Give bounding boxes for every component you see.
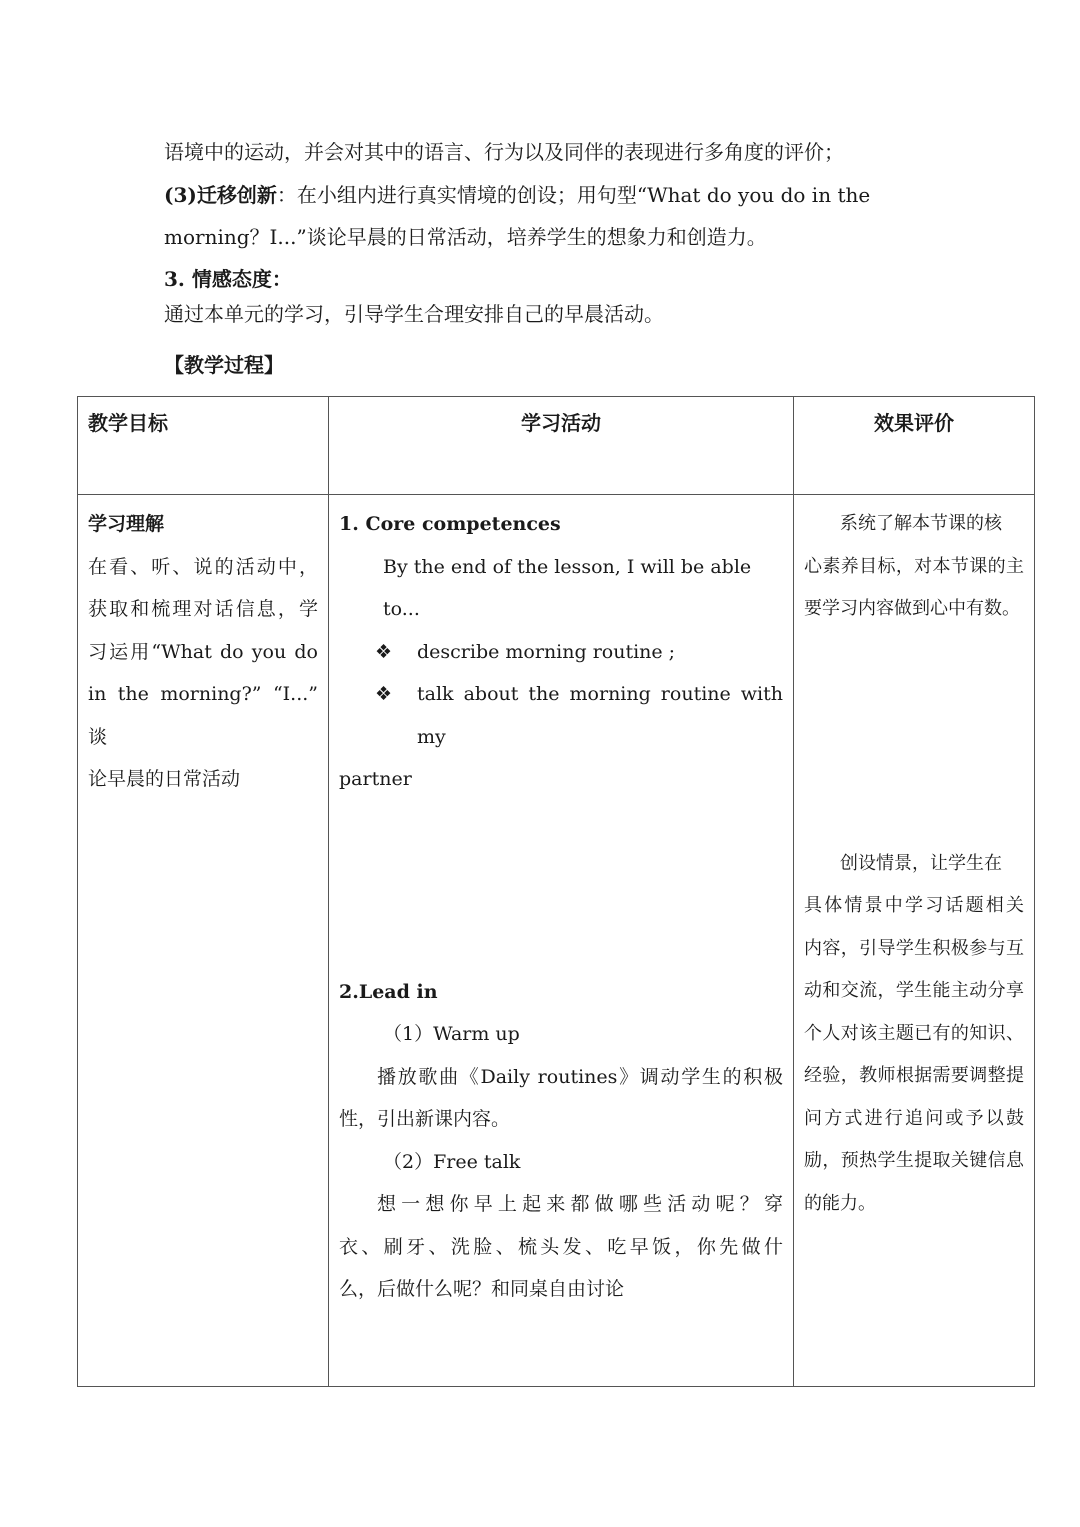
intro-line-2 xyxy=(164,182,870,208)
header-evaluation: 效果评价 xyxy=(874,411,954,435)
header-cell-evaluation xyxy=(794,397,1035,495)
bullet-text-2-cont: partner xyxy=(339,768,412,790)
objective-line-2: 获取和梳理对话信息，学 xyxy=(88,598,318,620)
eval2-line-4: 动和交流，学生能主动分享 xyxy=(804,980,1024,1001)
eval1-line-1: 系统了解本节课的核 xyxy=(840,513,1002,534)
list-item xyxy=(339,631,783,674)
transfer-innovation-label: (3)迁移创新 xyxy=(164,183,277,207)
objective-line-3: 习运用“What do you do xyxy=(88,640,318,663)
eval2-line-6: 经验，教师根据需要调整提 xyxy=(804,1065,1024,1086)
transfer-innovation-text: ：在小组内进行真实情境的创设；用句型“What do you do in the xyxy=(276,183,871,207)
evaluation-cell xyxy=(794,495,1035,1387)
lead-in-title: 2.Lead in xyxy=(339,980,438,1003)
table-row xyxy=(78,495,1035,1387)
header-cell-objectives xyxy=(78,397,329,495)
eval2-line-7: 问方式进行追问或予以鼓 xyxy=(804,1107,1024,1129)
free-talk-label: （2）Free talk xyxy=(383,1150,521,1173)
core-competences-intro: By the end of the lesson, I will be able to... xyxy=(383,555,752,620)
objective-line-1: 在看、听、说的活动中， xyxy=(88,555,318,578)
warm-up-line-2: 性，引出新课内容。 xyxy=(339,1108,511,1130)
diamond-bullet-icon: ❖ xyxy=(375,683,393,705)
eval2-line-8: 励，预热学生提取关键信息 xyxy=(804,1150,1024,1171)
bullet-text-1: describe morning routine ; xyxy=(417,640,676,663)
intro-line-3: morning？I...”谈论早晨的日常活动，培养学生的想象力和创造力。 xyxy=(164,225,767,249)
eval2-line-1: 创设情景，让学生在 xyxy=(840,852,1002,874)
header-objectives: 教学目标 xyxy=(88,411,168,435)
objective-title: 学习理解 xyxy=(88,513,165,535)
section-3-heading: 3. 情感态度： xyxy=(164,267,292,291)
bullet-text-2: talk about the morning routine with my xyxy=(417,683,783,748)
section-3-text: 通过本单元的学习，引导学生合理安排自己的早晨活动。 xyxy=(164,302,664,326)
objective-line-5: 论早晨的日常活动 xyxy=(88,768,241,790)
objective-line-4: in the morning?” “I...” 谈 xyxy=(88,683,318,748)
eval2-line-5: 个人对该主题已有的知识、 xyxy=(804,1022,1024,1044)
eval2-line-2: 具体情景中学习话题相关 xyxy=(804,895,1024,916)
diamond-bullet-icon: ❖ xyxy=(375,640,393,663)
teaching-process-table xyxy=(77,396,1035,1387)
eval2-line-3: 内容，引导学生积极参与互 xyxy=(804,937,1024,959)
header-cell-activities xyxy=(329,397,794,495)
activities-cell xyxy=(329,495,794,1387)
warm-up-label: （1）Warm up xyxy=(383,1023,520,1045)
eval2-line-9: 的能力。 xyxy=(804,1192,876,1214)
free-talk-line-2: 衣、刷牙、洗脸、梳头发、吃早饭，你先做什 xyxy=(339,1235,783,1258)
intro-line-1: 语境中的运动，并会对其中的语言、行为以及同伴的表现进行多角度的评价； xyxy=(164,140,844,164)
free-talk-line-1: 想一想你早上起来都做哪些活动呢？穿 xyxy=(377,1193,783,1215)
list-item xyxy=(339,673,783,758)
header-activities: 学习活动 xyxy=(521,411,601,435)
free-talk-line-3: 么，后做什么呢？和同桌自由讨论 xyxy=(339,1278,625,1300)
warm-up-line-1: 播放歌曲《Daily routines》调动学生的积极 xyxy=(377,1065,783,1088)
process-title: 【教学过程】 xyxy=(164,353,284,377)
table-header-row xyxy=(78,397,1035,495)
objectives-cell xyxy=(78,495,329,1387)
core-competences-title: 1. Core competences xyxy=(339,513,561,535)
eval1-line-2: 心素养目标，对本节课的主 xyxy=(804,555,1024,577)
eval1-line-3: 要学习内容做到心中有数。 xyxy=(804,598,1020,619)
